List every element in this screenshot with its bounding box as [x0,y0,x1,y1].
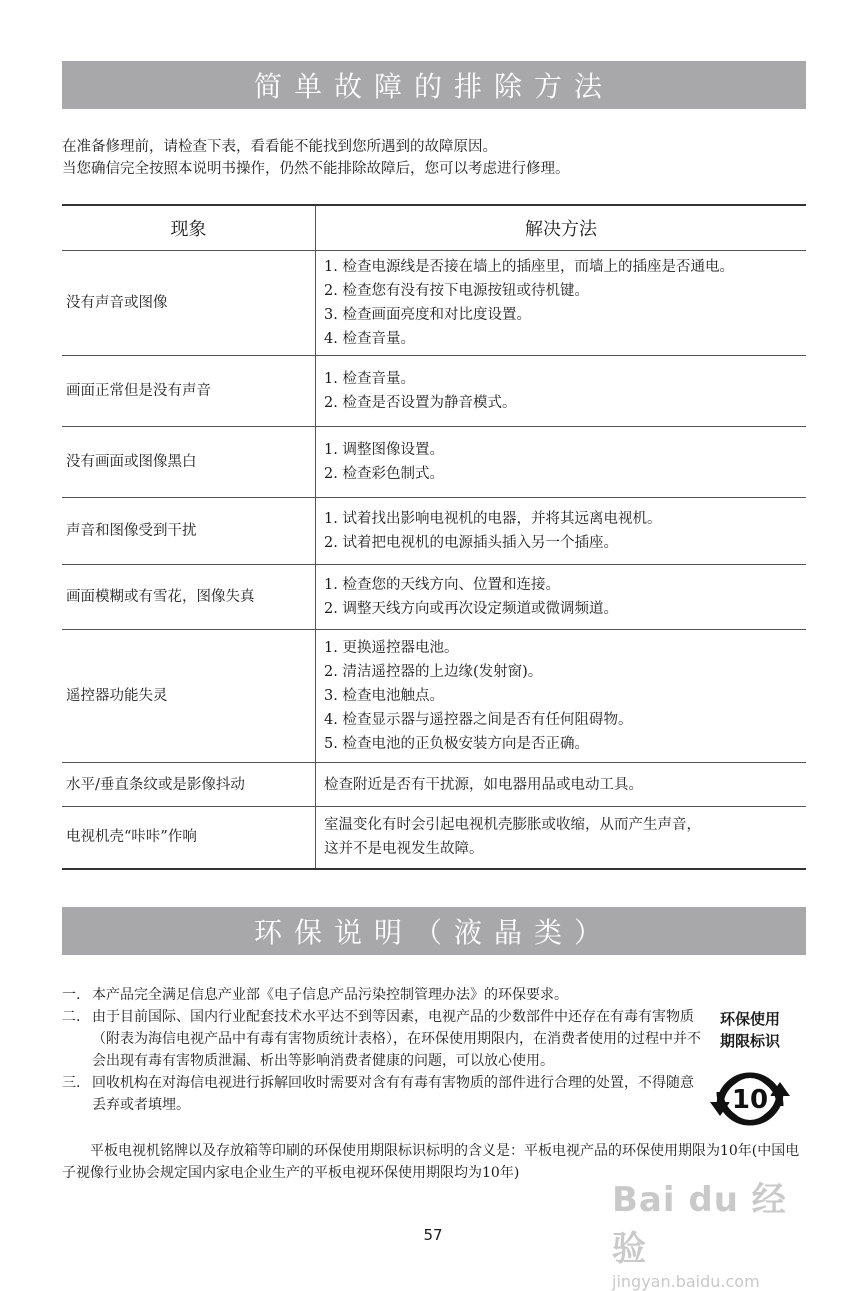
solution-line: 1. 检查音量。 [324,371,415,387]
eco-years-text: 10 [731,1085,769,1115]
page-number: 57 [423,1226,443,1244]
list-item [62,1072,702,1116]
table-row [62,498,806,565]
table-row [62,763,806,807]
solution-line: 检查附近是否有干扰源，如电器用品或电动工具。 [324,776,643,793]
eco-label-line-1: 环保使用 [719,1010,780,1028]
table-row [62,251,806,356]
solution-line: 2. 检查您有没有按下电源按钮或待机键。 [324,283,589,299]
eco-label-line-2: 期限标识 [719,1032,780,1050]
table-row [62,630,806,763]
symptom-cell: 遥控器功能失灵 [62,630,316,763]
solution-line: 5. 检查电池的正负极安装方向是否正确。 [324,736,589,752]
symptom-cell: 没有声音或图像 [62,251,316,356]
solution-line: 1. 更换遥控器电池。 [324,640,459,656]
solution-line: 1. 检查您的天线方向、位置和连接。 [324,577,560,593]
solution-line: 室温变化有时会引起电视机壳膨胀或收缩，从而产生声音， [324,817,701,834]
solution-cell [316,565,807,630]
solution-line: 4. 检查显示器与遥控器之间是否有任何阻碍物。 [324,712,633,728]
header-solution: 解决方法 [316,205,807,251]
solution-line: 这并不是电视发生故障。 [324,841,484,858]
header-symptom: 现象 [62,205,316,251]
table-row [62,427,806,498]
solution-cell [316,251,807,356]
troubleshooting-table [62,204,806,870]
eco-period-label [704,1008,796,1052]
solution-line: 4. 检查音量。 [324,331,415,347]
list-item [62,1006,702,1072]
symptom-cell: 画面正常但是没有声音 [62,356,316,427]
solution-cell [316,356,807,427]
intro-line-1: 在准备修理前，请检查下表，看看能不能找到您所遇到的故障原因。 [62,139,497,155]
solution-cell [316,807,807,869]
list-item-number: 一. [62,987,81,1003]
list-item-text: 回收机构在对海信电视进行拆解回收时需要对含有有毒有害物质的部件进行合理的处置，不得随意丢弃或者填埋。 [92,1075,694,1113]
watermark-url: jingyan.baidu.com [612,1272,760,1291]
symptom-cell: 声音和图像受到干扰 [62,498,316,565]
list-item-text: 本产品完全满足信息产业部《电子信息产品污染控制管理办法》的环保要求。 [92,987,568,1003]
solution-line: 1. 试着找出影响电视机的电器，并将其远离电视机。 [324,511,662,527]
table-header-row [62,205,806,251]
list-item-number: 三. [62,1075,81,1091]
solution-line: 2. 检查彩色制式。 [324,466,444,482]
intro-line-2: 当您确信完全按照本说明书操作，仍然不能排除故障后，您可以考虑进行修理。 [62,161,570,177]
solution-cell [316,763,807,807]
solution-line: 2. 调整天线方向或再次设定频道或微调频道。 [324,601,618,617]
symptom-cell: 画面模糊或有雪花，图像失真 [62,565,316,630]
list-item-text: 由于目前国际、国内行业配套技术水平达不到等因素，电视产品的少数部件中还存在有毒有害物质（附表为海信电视产品中有毒有害物质统计表格），在环保使用期限内，在消费者使用的过程中并不会出现有毒有害物质泄漏、析出等影响消费者健康的问题，可以放心使用。 [92,1009,701,1069]
section-title-environment: 环保说明（液晶类） [62,907,806,955]
section-title-troubleshooting: 简单故障的排除方法 [62,61,806,109]
table-row [62,807,806,869]
recycle-period-icon [706,1056,794,1142]
solution-line: 3. 检查电池触点。 [324,688,444,704]
symptom-cell: 水平/垂直条纹或是影像抖动 [62,763,316,807]
solution-line: 1. 调整图像设置。 [324,442,444,458]
watermark [612,1172,812,1291]
solution-cell [316,630,807,763]
environment-list [62,984,702,1116]
watermark-logo-text: Bai du 经验 [612,1180,787,1269]
list-item [62,984,702,1006]
symptom-cell: 电视机壳“咔咔”作响 [62,807,316,869]
solution-line: 1. 检查电源线是否接在墙上的插座里，而墙上的插座是否通电。 [324,259,734,275]
table-row [62,356,806,427]
solution-cell [316,498,807,565]
list-item-number: 二. [62,1009,81,1025]
solution-cell [316,427,807,498]
symptom-cell: 没有画面或图像黑白 [62,427,316,498]
table-row [62,565,806,630]
solution-line: 3. 检查画面亮度和对比度设置。 [324,307,531,323]
solution-line: 2. 检查是否设置为静音模式。 [324,395,517,411]
intro-text [62,136,570,180]
solution-line: 2. 清洁遥控器的上边缘(发射窗)。 [324,664,543,680]
solution-line: 2. 试着把电视机的电源插头插入另一个插座。 [324,535,618,551]
environment-paragraph: 平板电视机铭牌以及存放箱等印刷的环保使用期限标识标明的含义是：平板电视产品的环保使用期限为10年(中国电子视像行业协会规定国内家电企业生产的平板电视环保使用期限均为10年) [62,1143,800,1181]
